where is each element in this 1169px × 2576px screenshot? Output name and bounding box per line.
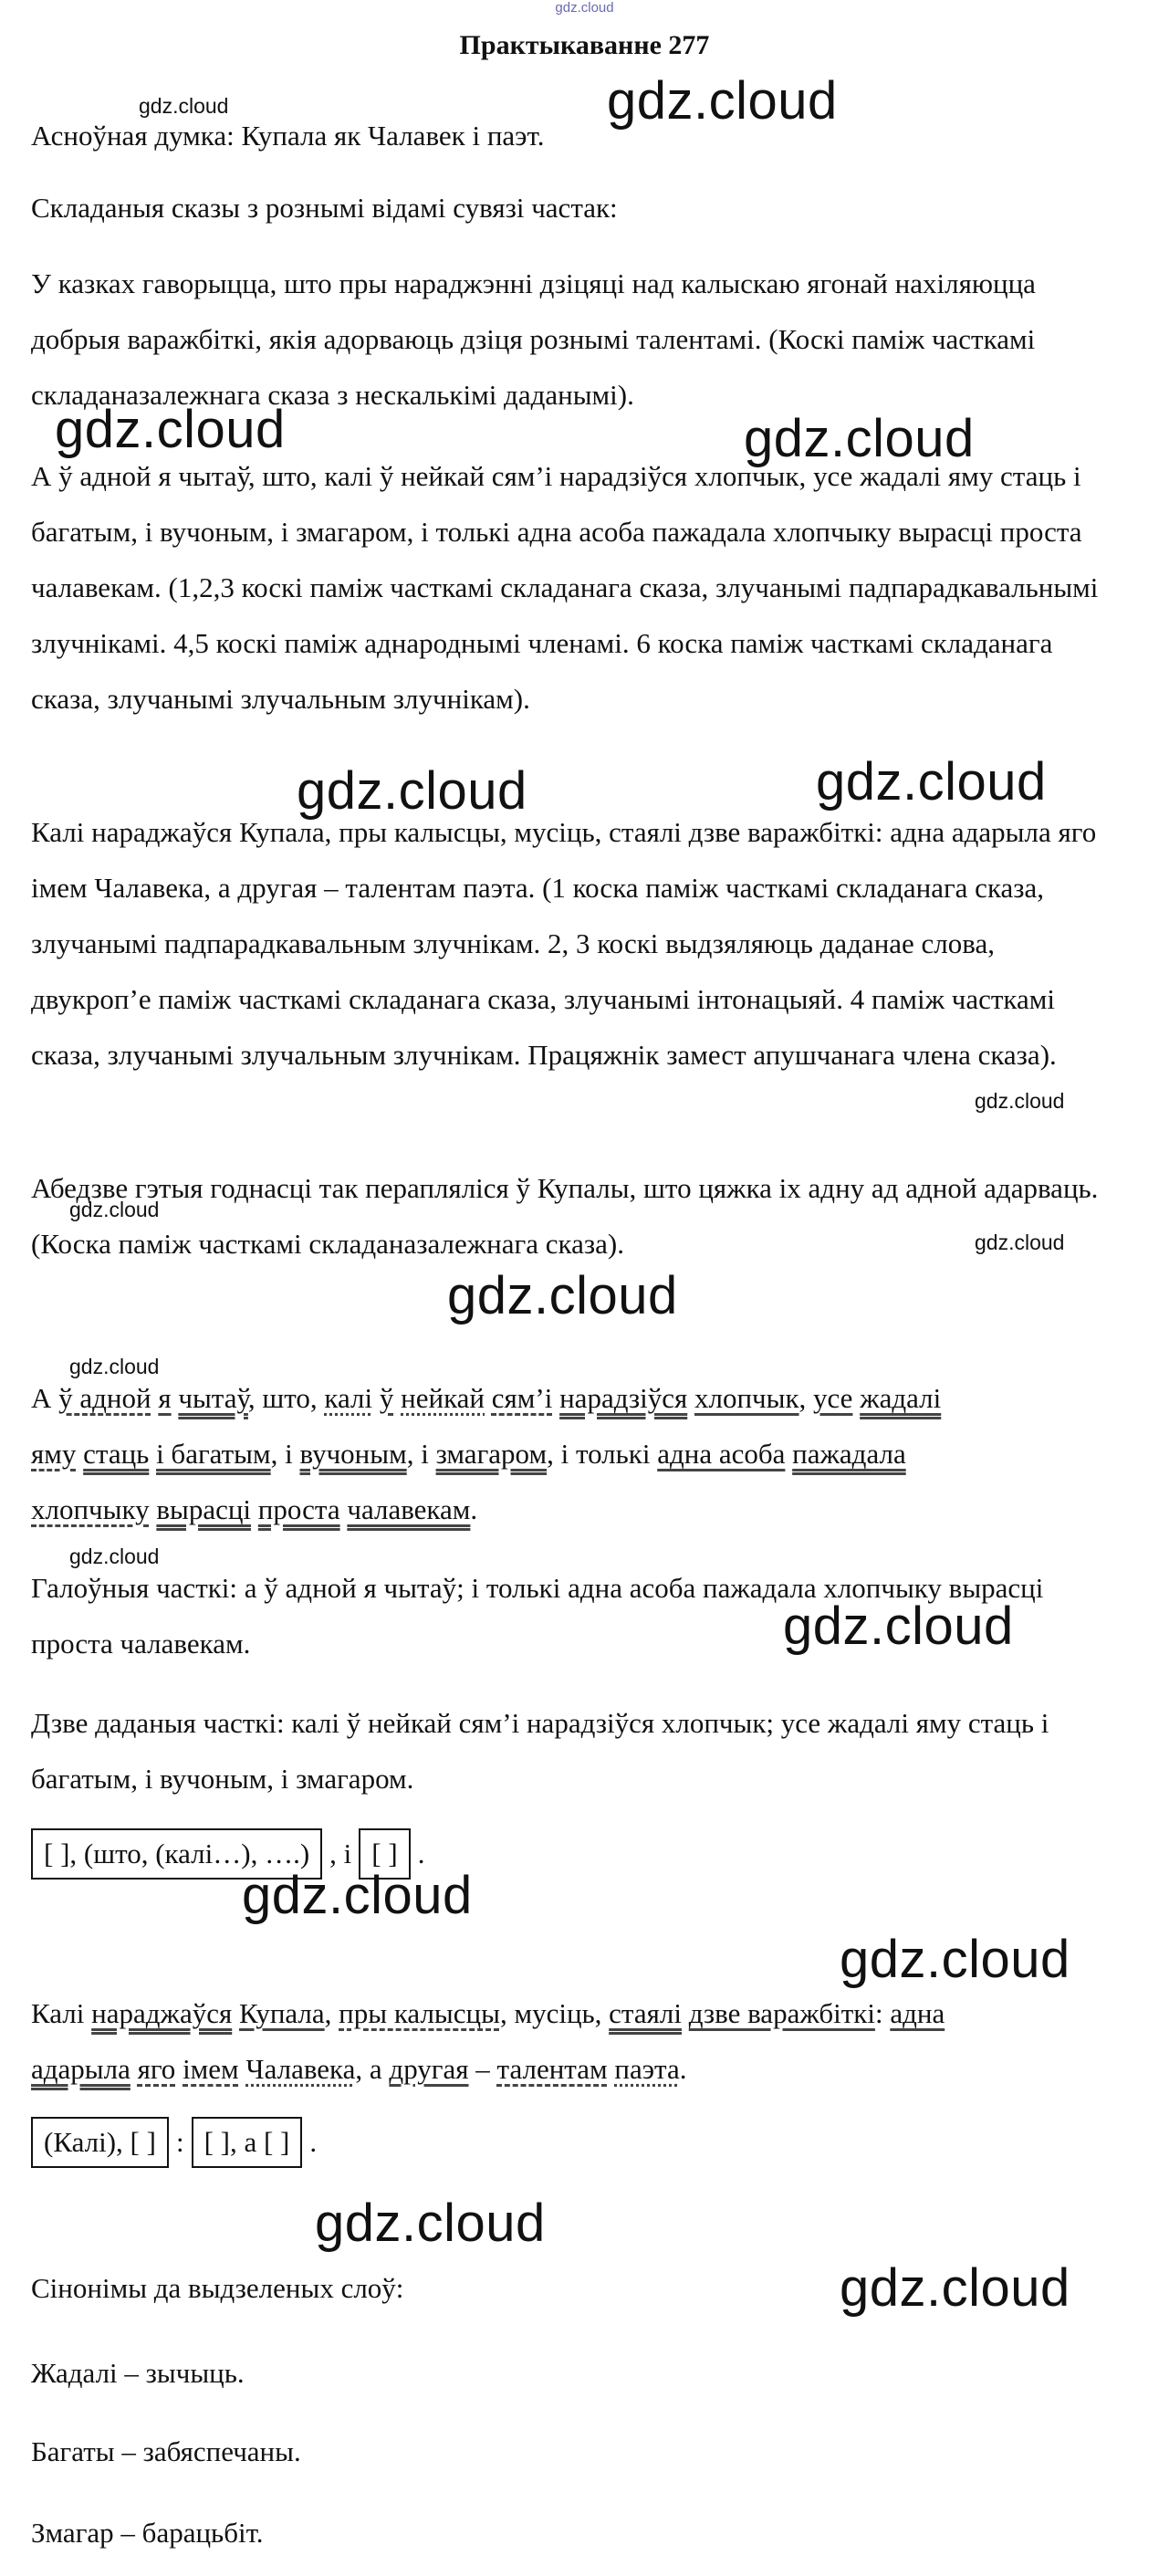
watermark: gdz.cloud xyxy=(783,1597,1014,1656)
watermark: gdz.cloud xyxy=(242,1866,473,1925)
watermark: gdz.cloud xyxy=(69,1198,160,1221)
watermark: gdz.cloud xyxy=(315,2194,546,2253)
sentence-scheme-1: [ ], (што, (калі…), ….) , і [ ] . xyxy=(31,1828,432,1880)
sentence-scheme-2: (Калі), [ ] : [ ], а [ ] . xyxy=(31,2117,324,2168)
sentence-analysis-2 xyxy=(31,1985,1117,2097)
watermark: gdz.cloud xyxy=(69,1545,160,1568)
watermark: gdz.cloud xyxy=(447,1266,678,1325)
sentences-intro-paragraph: Складаныя сказы з рознымі відамі сувязі частак: xyxy=(31,192,618,224)
subordinate-parts-paragraph: Дзве даданыя часткі: калі ў нейкай сям’і нарадзіўся хлопчык; усе жадалі яму стаць і багатым, і вучоным, і змагаром. xyxy=(31,1707,1049,1795)
scheme-box: [ ] xyxy=(359,1828,410,1880)
watermark: gdz.cloud xyxy=(840,2258,1070,2318)
watermark: gdz.cloud xyxy=(139,94,229,118)
scheme-box: [ ], (што, (калі…), ….) xyxy=(31,1828,322,1880)
watermark: gdz.cloud xyxy=(816,752,1047,812)
main-parts-paragraph: Галоўныя часткі: а ў адной я чытаў; і толькі адна асоба пажадала хлопчыку вырасці проста чалавекам. xyxy=(31,1572,1044,1660)
sentence-paragraph-2: А ў адной я чытаў, што, калі ў нейкай сям’і нарадзіўся хлопчык, усе жадалі яму стаць і багатым, і вучоным, і змагаром, і толькі адна асоба пажадала хлопчыку вырасці проста чалавекам. (1,2,3 коскі паміж часткамі складанага сказа, злучанымі падпарадкавальнымі злучнікамі. 4,5 коскі паміж аднароднымі членамі. 6 коска паміж часткамі складанага сказа, злучанымі злучальным злучнікам). xyxy=(31,460,1099,715)
watermark: gdz.cloud xyxy=(607,71,838,131)
synonym-line: Багаты – забяспечаны. xyxy=(31,2435,301,2467)
synonym-line: Жадалі – зычыць. xyxy=(31,2357,245,2389)
sentence-paragraph-1: У казках гаворыцца, што пры нараджэнні дзіцяці над калыскаю ягонай нахіляюцца добрыя варажбіткі, якія адорваюць дзіця рознымі талентамі. (Коскі паміж часткамі складаназалежнага сказа з нескалькімі даданымі). xyxy=(31,267,1036,411)
main-idea-paragraph: Асноўная думка: Купала як Чалавек і паэт. xyxy=(31,120,545,152)
watermark: gdz.cloud xyxy=(840,1930,1070,1989)
analysis-line: Калі нараджаўся Купала, пры калысцы, мусіць, стаялі дзве варажбіткі: адна xyxy=(31,1997,945,2029)
watermark: gdz.cloud xyxy=(975,1089,1065,1113)
watermark: gdz.cloud xyxy=(297,761,527,821)
analysis-line: адарыла яго імем Чалавека, а другая – талентам паэта. xyxy=(31,2053,687,2085)
scheme-box: [ ], а [ ] xyxy=(192,2117,303,2168)
watermark: gdz.cloud xyxy=(975,1230,1065,1254)
sentence-paragraph-3: Калі нараджаўся Купала, пры калысцы, мусіць, стаялі дзве варажбіткі: адна адарыла яго імем Чалавека, а другая – талентам паэта. (1 коска паміж часткамі складанага сказа, злучанымі падпарадкавальным злучнікам. 2, 3 коскі выдзяляюць даданае слова, двукроп’е паміж часткамі складанага сказа, злучанымі інтонацыяй. 4 паміж часткамі сказа, злучанымі злучальным злучнікам. Працяжнік замест апушчанага члена сказа). xyxy=(31,816,1097,1071)
top-watermark: gdz.cloud xyxy=(555,0,614,16)
synonyms-heading: Сінонімы да выдзеленых слоў: xyxy=(31,2272,404,2304)
watermark: gdz.cloud xyxy=(55,400,286,459)
sentence-analysis-1 xyxy=(31,1370,1117,1537)
page-title: Практыкаванне 277 xyxy=(459,30,710,60)
watermark: gdz.cloud xyxy=(69,1355,160,1378)
analysis-line: А ў адной я чытаў, што, калі ў нейкай сям’і нарадзіўся хлопчык, усе жадалі xyxy=(31,1382,942,1414)
analysis-line: яму стаць і багатым, і вучоным, і змагаром, і толькі адна асоба пажадала xyxy=(31,1438,906,1470)
scheme-box: (Калі), [ ] xyxy=(31,2117,169,2168)
sentence-paragraph-4: Абедзве гэтыя годнасці так перапляліся ў Купалы, што цяжка іх адну ад адной адарваць. (Коска паміж часткамі складаназалежнага сказа). xyxy=(31,1172,1099,1260)
watermark: gdz.cloud xyxy=(744,409,975,468)
synonym-line: Змагар – барацьбіт. xyxy=(31,2517,264,2549)
analysis-line: хлопчыку вырасці проста чалавекам. xyxy=(31,1493,478,1525)
